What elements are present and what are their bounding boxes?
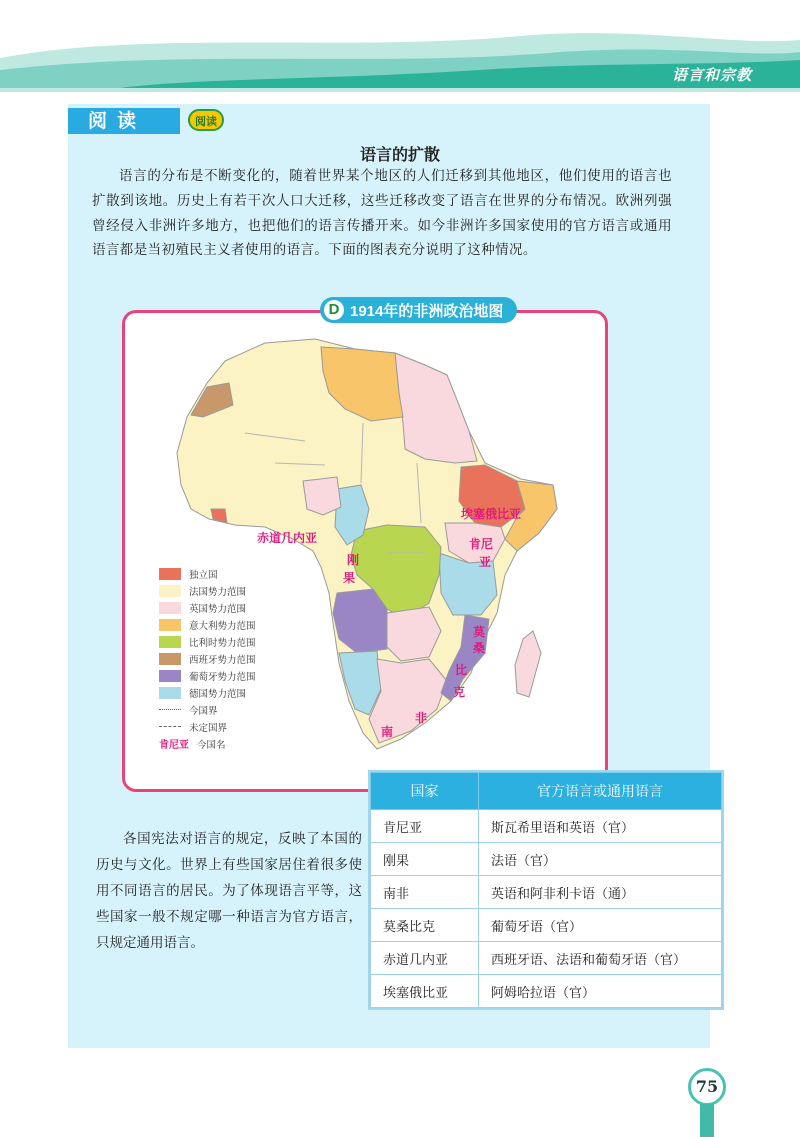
legend-row-name (159, 735, 256, 752)
undetermined-line-sample (159, 726, 181, 727)
label-mozambique-1: 莫 (473, 625, 486, 639)
language-cell: 西班牙语、法语和葡萄牙语（官） (479, 942, 722, 975)
legend-undetermined-label: 未定国界 (189, 722, 228, 734)
legend-label: 英国势力范围 (189, 603, 247, 615)
legend-row (159, 633, 256, 650)
country-cell: 赤道几内亚 (371, 942, 479, 975)
reading-badge-icon: 阅读 (188, 109, 224, 131)
legend-row (159, 684, 256, 701)
table-row (371, 909, 722, 942)
legend-row (159, 565, 256, 582)
legend-row (159, 599, 256, 616)
legend-label: 比利时势力范围 (189, 637, 256, 649)
map-legend (159, 565, 256, 752)
article-title: 语言的扩散 (359, 145, 440, 164)
map-title-text: 1914年的非洲政治地图 (350, 302, 504, 320)
label-mozambique-4: 克 (453, 685, 466, 699)
country-cell: 刚果 (371, 843, 479, 876)
header-language: 官方语言或通用语言 (479, 773, 722, 810)
table-row (371, 975, 722, 1008)
chapter-title: 语言和宗教 (671, 66, 752, 84)
header-country: 国家 (371, 773, 479, 810)
country-cell: 南非 (371, 876, 479, 909)
page-number: 75 (688, 1068, 726, 1106)
liberia-region (211, 509, 227, 523)
british-northeast (395, 353, 477, 463)
map-badge-letter: D (324, 300, 344, 320)
language-table (370, 772, 722, 1008)
table-row (371, 810, 722, 843)
legend-boundary-label: 今国界 (189, 705, 218, 717)
map-title (320, 297, 517, 323)
label-mozambique-3: 比 (455, 663, 468, 677)
language-cell: 阿姆哈拉语（官） (479, 975, 722, 1008)
legend-row (159, 616, 256, 633)
legend-row-boundary (159, 701, 256, 718)
legend-swatch (159, 636, 181, 648)
legend-row (159, 667, 256, 684)
country-cell: 埃塞俄比亚 (371, 975, 479, 1008)
legend-swatch (159, 670, 181, 682)
language-cell: 法语（官） (479, 843, 722, 876)
legend-row (159, 650, 256, 667)
label-kenya-1: 肯尼 (469, 537, 494, 551)
legend-row-undetermined (159, 718, 256, 735)
table-row (371, 876, 722, 909)
side-paragraph: 各国宪法对语言的规定，反映了本国的历史与文化。世界上有些国家居住着很多使用不同语言的居民。为了体现语言平等，这些国家一般不规定哪一种语言为官方语言，只规定通用语言。 (96, 831, 362, 951)
table-row (371, 843, 722, 876)
table-row (371, 942, 722, 975)
legend-swatch (159, 568, 181, 580)
table-header-row (371, 773, 722, 810)
legend-name-label: 今国名 (197, 739, 226, 751)
legend-label: 葡萄牙势力范围 (189, 671, 256, 683)
label-congo-2: 果 (343, 571, 356, 585)
label-congo-1: 刚 (347, 553, 360, 567)
label-equatorial-guinea: 赤道几内亚 (257, 531, 318, 545)
british-nigeria (303, 477, 341, 515)
legend-label: 意大利势力范围 (189, 620, 256, 632)
legend-row (159, 582, 256, 599)
legend-swatch (159, 619, 181, 631)
country-cell: 莫桑比克 (371, 909, 479, 942)
legend-swatch (159, 602, 181, 614)
legend-label: 德国势力范围 (189, 688, 247, 700)
article-body: 语言的分布是不断变化的，随着世界某个地区的人们迁移到其他地区，他们使用的语言也扩散到该地。历史上有若干次人口大迁移，这些迁移改变了语言在世界的分布情况。欧洲列强曾经侵入非洲许多地方，也把他们的语言传播开来。如今非洲许多国家使用的官方语言或通用语言都是当初殖民主义者使用的语言。下面的图表充分说明了这种情况。 (92, 168, 672, 259)
label-south-africa-1: 南 (381, 725, 394, 739)
language-cell: 葡萄牙语（官） (479, 909, 722, 942)
country-cell: 肯尼亚 (371, 810, 479, 843)
africa-map-frame (122, 310, 608, 792)
legend-label: 西班牙势力范围 (189, 654, 256, 666)
madagascar (515, 631, 541, 697)
header-wave (0, 0, 800, 100)
legend-swatch (159, 687, 181, 699)
legend-swatch (159, 653, 181, 665)
name-sample: 肯尼亚 (159, 740, 189, 751)
boundary-line-sample (159, 709, 181, 710)
label-ethiopia: 埃塞俄比亚 (461, 507, 522, 521)
reading-tag: 阅读 (68, 108, 180, 134)
label-kenya-2: 亚 (479, 555, 492, 569)
legend-swatch (159, 585, 181, 597)
label-south-africa-2: 非 (415, 711, 428, 725)
page-number-stem (700, 1104, 714, 1137)
legend-label: 法国势力范围 (189, 586, 247, 598)
legend-label: 独立国 (189, 569, 218, 581)
label-mozambique-2: 桑 (473, 641, 486, 655)
language-cell: 英语和阿非利卡语（通） (479, 876, 722, 909)
header-band (0, 0, 800, 100)
language-cell: 斯瓦希里语和英语（官） (479, 810, 722, 843)
